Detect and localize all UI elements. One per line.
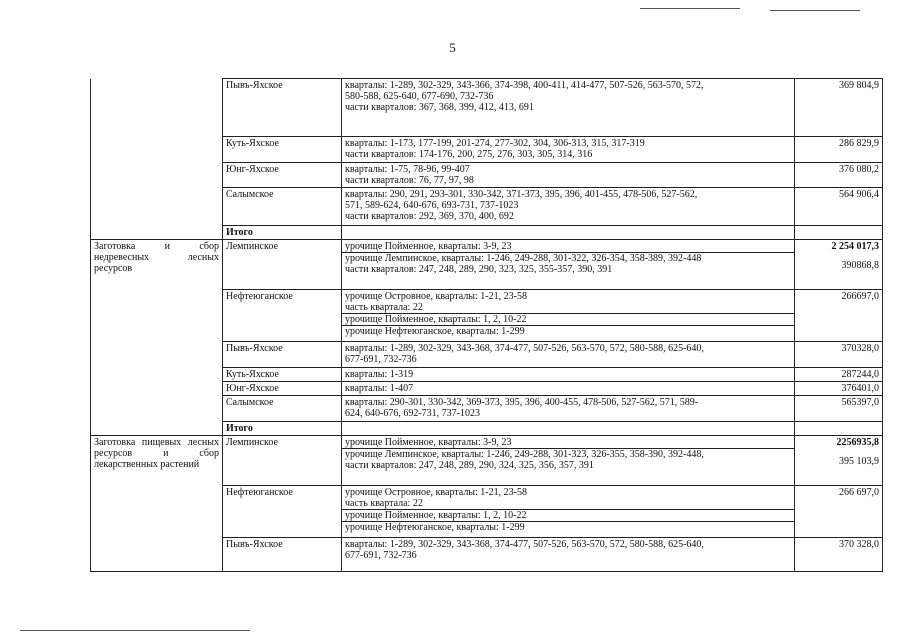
table-row	[91, 188, 883, 226]
area-cell: 565397,0	[795, 396, 883, 422]
table-row	[91, 290, 883, 342]
table-row	[91, 396, 883, 422]
area-cell	[795, 240, 883, 290]
quarters-line: часть квартала: 22	[345, 498, 423, 509]
scan-edge-line	[640, 8, 740, 9]
quarters-block	[342, 241, 794, 253]
quarters-cell	[342, 226, 795, 240]
quarters-line: кварталы: 1-289, 302-329, 343-368, 374-477, 507-526, 563-570, 572, 580-588, 625-640,	[345, 343, 704, 354]
quarters-line: кварталы: 290, 291, 293-301, 330-342, 371-373, 395, 396, 401-455, 478-506, 527-562,	[345, 189, 698, 200]
quarters-block	[342, 383, 794, 394]
quarters-cell	[342, 79, 795, 137]
quarters-cell	[342, 240, 795, 290]
quarters-line: кварталы: 1-407	[345, 383, 414, 394]
quarters-cell	[342, 290, 795, 342]
quarters-block	[342, 539, 794, 561]
scan-edge-line	[20, 630, 250, 631]
forestry-cell: Пывъ-Яхское	[223, 79, 342, 137]
quarters-line: урочище Островное, кварталы: 1-21, 23-58	[345, 291, 527, 302]
quarters-line: часть квартала: 22	[345, 302, 423, 313]
activity-cell	[91, 368, 223, 382]
quarters-block	[342, 138, 794, 160]
activity-cell	[91, 163, 223, 188]
table-row	[91, 368, 883, 382]
area-cell	[795, 422, 883, 436]
area-cell: 370328,0	[795, 342, 883, 368]
activity-cell	[91, 538, 223, 572]
area-cell: 369 804,9	[795, 79, 883, 137]
quarters-line: кварталы: 1-289, 302-329, 343-368, 374-477, 507-526, 563-570, 572, 580-588, 625-640,	[345, 539, 704, 550]
quarters-line: части кварталов: 292, 369, 370, 400, 692	[345, 211, 514, 222]
quarters-line: части кварталов: 247, 248, 289, 290, 324, 325, 356, 357, 391	[345, 460, 594, 471]
quarters-line: урочище Лемпинское, кварталы: 1-246, 249-288, 301-322, 326-354, 358-389, 392-448	[345, 253, 702, 264]
quarters-cell	[342, 436, 795, 486]
quarters-cell	[342, 486, 795, 538]
quarters-line: кварталы: 290-301, 330-342, 369-373, 395, 396, 400-455, 478-506, 527-562, 571, 589-	[345, 397, 699, 408]
quarters-block	[342, 164, 794, 186]
quarters-line: 677-691, 732-736	[345, 550, 417, 561]
quarters-block	[342, 449, 794, 471]
activity-cell	[91, 382, 223, 396]
quarters-cell	[342, 368, 795, 382]
forestry-cell: Куть-Яхское	[223, 137, 342, 163]
quarters-block	[342, 189, 794, 222]
quarters-line: 580-588, 625-640, 677-690, 732-736	[345, 91, 494, 102]
activity-cell	[91, 422, 223, 436]
quarters-line: урочище Пойменное, кварталы: 1, 2, 10-22	[345, 510, 527, 521]
quarters-block	[342, 314, 794, 326]
table-row	[91, 79, 883, 137]
quarters-line: урочище Нефтеюганское, кварталы: 1-299	[345, 326, 525, 337]
forestry-cell: Лемпинское	[223, 240, 342, 290]
forestry-cell: Лемпинское	[223, 436, 342, 486]
area-cell	[795, 226, 883, 240]
activity-cell	[91, 226, 223, 240]
area-cell: 376 080,2	[795, 163, 883, 188]
quarters-block	[342, 253, 794, 275]
quarters-cell	[342, 342, 795, 368]
activity-cell	[91, 79, 223, 137]
quarters-block	[342, 522, 794, 533]
quarters-line: 571, 589-624, 640-676, 693-731, 737-1023	[345, 200, 519, 211]
table-row	[91, 422, 883, 436]
forest-use-table	[90, 78, 883, 572]
quarters-line: 677-691, 732-736	[345, 354, 417, 365]
forestry-cell: Салымское	[223, 188, 342, 226]
quarters-cell	[342, 137, 795, 163]
area-cell: 266697,0	[795, 290, 883, 342]
activity-cell: Заготовка и сбор недревесных лесных ресурсов	[91, 240, 223, 290]
quarters-line: кварталы: 1-319	[345, 369, 414, 380]
quarters-line: урочище Островное, кварталы: 1-21, 23-58	[345, 487, 527, 498]
quarters-line: урочище Пойменное, кварталы: 3-9, 23	[345, 241, 512, 252]
scan-edge-line	[770, 10, 860, 11]
area-value: 395 103,9	[839, 456, 879, 467]
quarters-block	[342, 326, 794, 337]
quarters-line: кварталы: 1-75, 78-96, 99-407	[345, 164, 470, 175]
forestry-cell: Юнг-Яхское	[223, 163, 342, 188]
quarters-line: части кварталов: 76, 77, 97, 98	[345, 175, 474, 186]
forestry-cell: Пывъ-Яхское	[223, 538, 342, 572]
area-cell	[795, 436, 883, 486]
quarters-line: части кварталов: 367, 368, 399, 412, 413, 691	[345, 102, 534, 113]
quarters-block	[342, 80, 794, 113]
quarters-line: урочище Пойменное, кварталы: 3-9, 23	[345, 437, 512, 448]
table-row	[91, 163, 883, 188]
quarters-line: урочище Нефтеюганское, кварталы: 1-299	[345, 522, 525, 533]
forestry-cell: Юнг-Яхское	[223, 382, 342, 396]
quarters-cell	[342, 422, 795, 436]
quarters-line: кварталы: 1-173, 177-199, 201-274, 277-302, 304, 306-313, 315, 317-319	[345, 138, 645, 149]
area-cell: 370 328,0	[795, 538, 883, 572]
quarters-block	[342, 291, 794, 314]
activity-cell	[91, 290, 223, 342]
activity-cell	[91, 342, 223, 368]
area-cell: 564 906,4	[795, 188, 883, 226]
table-row	[91, 240, 883, 290]
activity-cell	[91, 486, 223, 538]
quarters-cell	[342, 188, 795, 226]
quarters-line: части кварталов: 174-176, 200, 275, 276, 303, 305, 314, 316	[345, 149, 593, 160]
page-number: 5	[449, 40, 456, 55]
quarters-block	[342, 437, 794, 449]
quarters-block	[342, 343, 794, 365]
quarters-cell	[342, 396, 795, 422]
area-total: 2 254 017,3	[831, 241, 879, 252]
forestry-cell: Нефтеюганское	[223, 290, 342, 342]
table-row	[91, 342, 883, 368]
area-cell: 286 829,9	[795, 137, 883, 163]
quarters-cell	[342, 538, 795, 572]
activity-cell	[91, 137, 223, 163]
activity-cell	[91, 188, 223, 226]
forestry-cell: Пывъ-Яхское	[223, 342, 342, 368]
area-total: 2256935,8	[836, 437, 879, 448]
table-row	[91, 137, 883, 163]
activity-cell: Заготовка пищевых лесных ресурсов и сбор лекарственных растений	[91, 436, 223, 486]
quarters-block	[342, 397, 794, 419]
area-value: 390868,8	[841, 260, 879, 271]
table-row	[91, 486, 883, 538]
quarters-block	[342, 510, 794, 522]
area-cell: 287244,0	[795, 368, 883, 382]
table-row	[91, 538, 883, 572]
quarters-line: урочище Лемпинское, кварталы: 1-246, 249-288, 301-323, 326-355, 358-390, 392-448,	[345, 449, 704, 460]
quarters-block	[342, 487, 794, 510]
quarters-cell	[342, 163, 795, 188]
forestry-cell: Нефтеюганское	[223, 486, 342, 538]
table-row	[91, 226, 883, 240]
area-cell: 266 697,0	[795, 486, 883, 538]
quarters-block	[342, 369, 794, 380]
forestry-cell: Итого	[223, 422, 342, 436]
quarters-line: 624, 640-676, 692-731, 737-1023	[345, 408, 480, 419]
forestry-cell: Куть-Яхское	[223, 368, 342, 382]
area-cell: 376401,0	[795, 382, 883, 396]
forestry-cell: Итого	[223, 226, 342, 240]
quarters-line: части кварталов: 247, 248, 289, 290, 323, 325, 355-357, 390, 391	[345, 264, 613, 275]
table-row	[91, 436, 883, 486]
quarters-line: урочище Пойменное, кварталы: 1, 2, 10-22	[345, 314, 527, 325]
quarters-line: кварталы: 1-289, 302-329, 343-366, 374-398, 400-411, 414-477, 507-526, 563-570, 572,	[345, 80, 704, 91]
activity-cell	[91, 396, 223, 422]
forestry-cell: Салымское	[223, 396, 342, 422]
table-row	[91, 382, 883, 396]
quarters-cell	[342, 382, 795, 396]
